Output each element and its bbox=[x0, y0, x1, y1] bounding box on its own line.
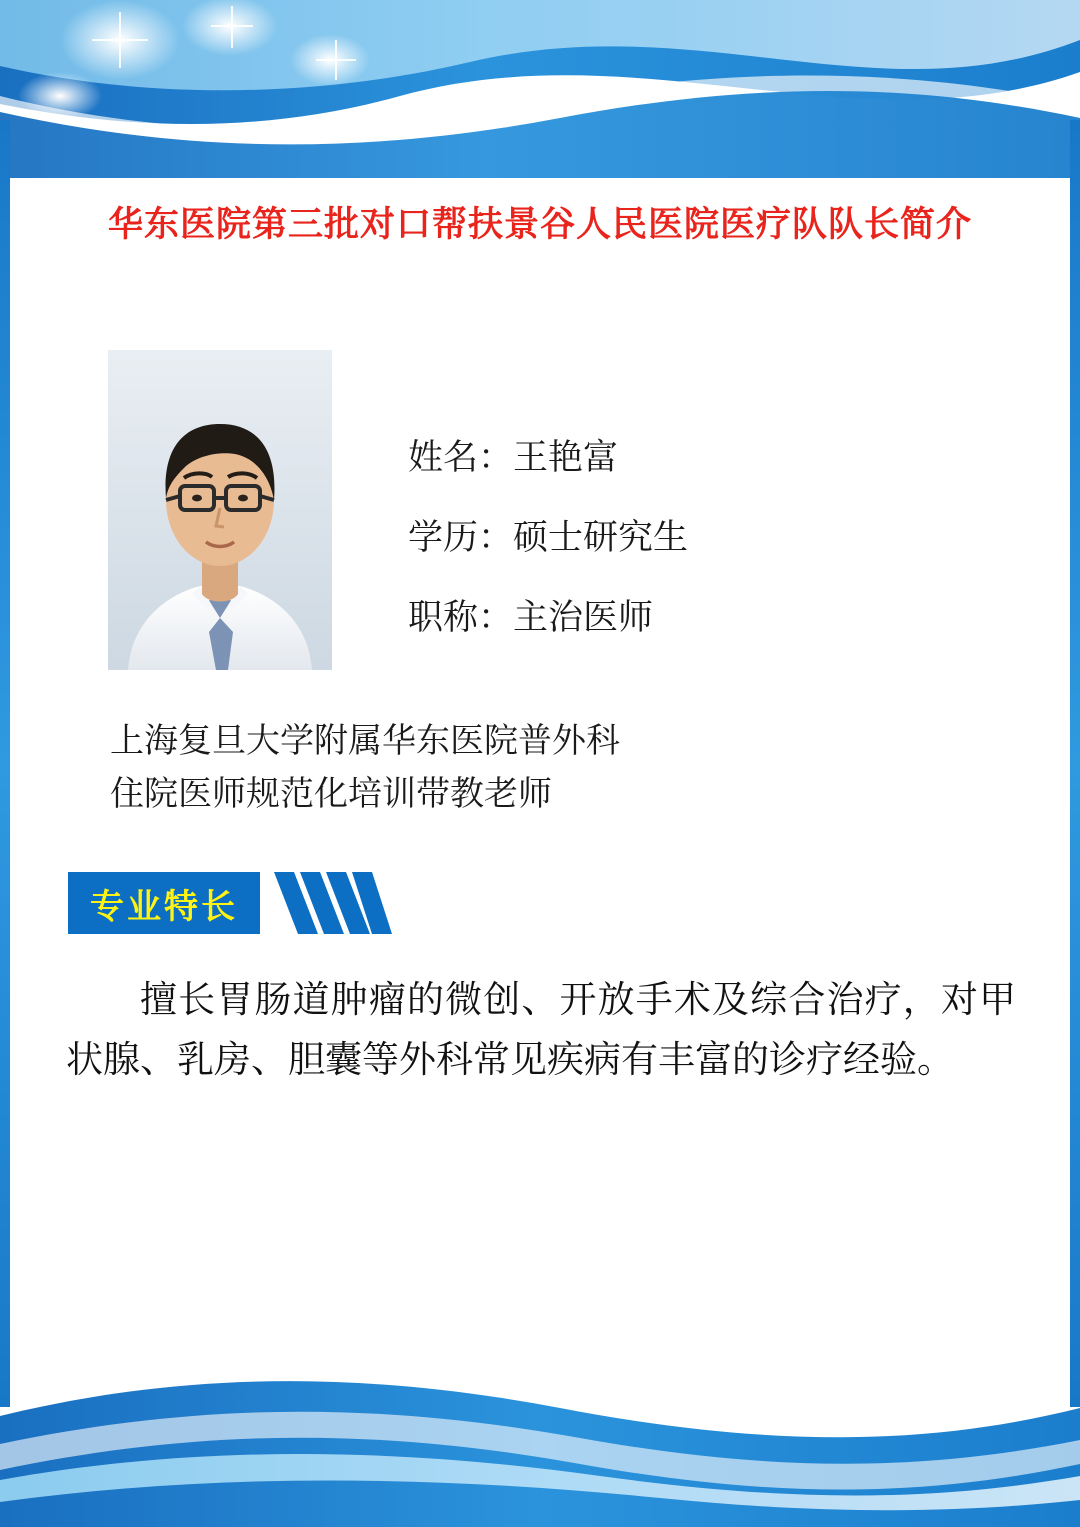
affiliation-line-2: 住院医师规范化培训带教老师 bbox=[110, 774, 552, 813]
page-title: 华东医院第三批对口帮扶景谷人民医院医疗队队长简介 bbox=[107, 205, 972, 244]
field-name: 姓名：王艳富 bbox=[408, 438, 619, 477]
affiliation-line-1: 上海复旦大学附属华东医院普外科 bbox=[110, 722, 620, 760]
right-rail bbox=[1070, 120, 1080, 1407]
section-banner bbox=[68, 872, 392, 934]
left-rail bbox=[0, 120, 10, 1407]
profile-fields bbox=[408, 440, 1008, 635]
field-education: 学历：硕士研究生 bbox=[408, 518, 689, 557]
chevrons-icon bbox=[274, 872, 392, 934]
header-decoration bbox=[0, 0, 1080, 178]
field-title: 职称：主治医师 bbox=[408, 598, 654, 637]
footer-wave-graphic bbox=[0, 1352, 1080, 1527]
section-heading: 专业特长 bbox=[68, 872, 260, 934]
section-body-text: 擅长胃肠道肿瘤的微创、开放手术及综合治疗，对甲状腺、乳房、胆囊等外科常见疾病有丰富的诊疗经验。 bbox=[66, 979, 1016, 1080]
avatar bbox=[108, 350, 332, 670]
portrait-photo-icon bbox=[108, 350, 332, 670]
affiliation-block bbox=[110, 715, 1010, 820]
footer-decoration bbox=[0, 1352, 1080, 1527]
header-wave-graphic bbox=[0, 0, 1080, 178]
